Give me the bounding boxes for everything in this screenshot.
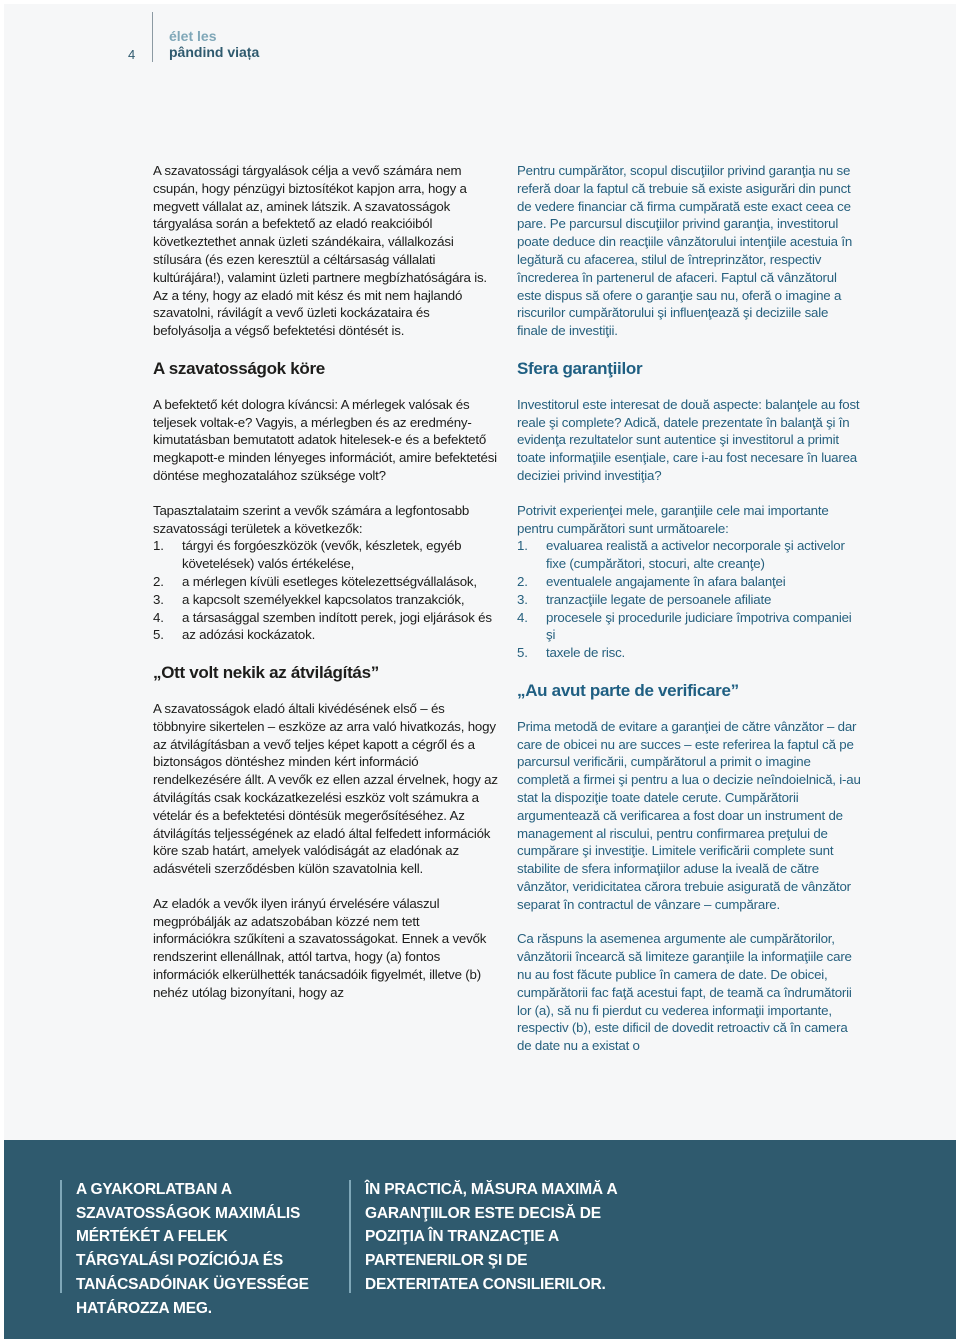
quote-bar-ro xyxy=(349,1180,351,1293)
list-item: 4. a társasággal szemben indított perek, jogi eljárások és xyxy=(153,609,492,625)
header-title-line2: pândind viața xyxy=(169,44,260,60)
ro-paragraph-4: Prima metodă de evitare a garanţiei de către vânzător – dar care de obicei nu are succes – este referirea la faptul că pe parcursul verificării, cumpărătorul a primit o imagine completă a firmei şi pentru a lua o decizie neîndoielnică, i-au stat la dispoziţie toate datele cerute. Cumpărătorii argumentează că verificarea a fost doar un instrument de management al riscului, pentru confirmarea preţului de cumpărare şi investiţie. Limitele verificării complete sunt stabilite de sfera informaţiilor aduse la iveală de către vânzător, veridicitatea cărora trebuie asigurată de vânzător separat în contractul de vânzare – cumpărare. xyxy=(517,718,861,912)
footer-band xyxy=(4,1140,956,1339)
list-item: 3. a kapcsolt személyekkel kapcsolatos tranzakciók, xyxy=(153,591,465,607)
list-item: 2. eventualele angajamente în afara balanţei xyxy=(517,573,786,589)
ro-heading-audit: „Au avut parte de verificare” xyxy=(517,680,739,700)
hu-paragraph-3: Tapasztalataim szerint a vevők számára a legfontosabb szavatossági területek a következők: xyxy=(153,502,470,536)
list-item: 2. a mérlegen kívüli esetleges kötelezettségvállalások, xyxy=(153,573,477,589)
hu-paragraph-2: A befektető két dologra kíváncsi: A mérlegek valósak és teljesek voltak-e? Vagyis, a mérlegben és az eredmény-kimutatásban bemutatott adatok hitelesek-e és a befektető megkapott-e minden lényeges információt, amire befektetési döntése meghozatalához szüksége volt? xyxy=(153,396,497,483)
list-item: 5. az adózási kockázatok. xyxy=(153,627,316,643)
page xyxy=(4,4,956,1339)
hu-paragraph-5: Az eladók a vevők ilyen irányú érvelésére válaszul megpróbálják az adatszobában közzé nem tett információkra szűkíteni a szavatosságokat. Ennek a vevők rendszerint ellenállnak, attól tartva, hogy (a) fontos információk elkerülhették tanácsadóik figyelmét, illetve (b) nehéz utólag bizonyítani, hogy az xyxy=(153,895,487,1000)
list-item: 1. evaluarea realistă a activelor necorporale şi activelor fixe (cumpărători, stocuri, alte creanţe) xyxy=(517,538,845,572)
romanian-column xyxy=(517,162,862,1072)
ro-paragraph-3: Potrivit experienţei mele, garanţiile cele mai importante pentru cumpărători sunt următoarele: xyxy=(517,502,829,536)
hungarian-column xyxy=(153,162,498,1019)
hu-intro-paragraph: A szavatossági tárgyalások célja a vevő számára nem csupán, hogy pénzügyi biztosítékot kapjon arra, hogy a megvett vállalat az, aminek látszik. A szavatosságok tárgyalása során a befektető az eladó reakcióiból következtethet annak üzleti szándékaira, vállalkozási stílusára (és ezen keresztül a céltársaság vállalati kultúrájára!), valamint üzleti partnere megbízhatóságára is. Az a tény, hogy az eladó mit kész és mit nem hajlandó szavatolni, rávilágít a vevő üzleti kockázataira és befolyásolja a végső befektetési döntését is. xyxy=(153,163,487,339)
pull-quote-hu: A GYAKORLATBAN A SZAVATOSSÁGOK MAXIMÁLIS MÉRTÉKÉT A FELEK TÁRGYALÁSI POZÍCIÓJA ÉS TANÁCSADÓINAK ÜGYESSÉGE HATÁROZZA MEG. xyxy=(76,1181,309,1317)
ro-intro-paragraph: Pentru cumpărător, scopul discuţiilor privind garanţia nu se referă doar la faptul că trebuie să existe asigurări din punct de vedere financiar că firma cumpărată este exact ceea ce pare. Pe parcursul discuţiilor privind garanţia, investitorul poate deduce din reacţiile vânzătorului intenţiile acestuia în legătură cu afacerea, stilul de întreprinzător, respectiv încrederea în partenerul de afaceri. Faptul că vânzătorul este dispus să ofere o garanţie sau nu, oferă o imagine a riscurilor cumpărătorului şi influenţează şi deciziile sale finale de investiţii. xyxy=(517,163,853,339)
hu-heading-scope: A szavatosságok köre xyxy=(153,358,325,378)
page-number: 4 xyxy=(128,47,136,62)
list-item: 4. procesele şi procedurile judiciare împotriva companiei şi xyxy=(517,609,852,643)
hu-list xyxy=(153,537,498,644)
list-item: 5. taxele de risc. xyxy=(517,645,626,661)
ro-heading-scope: Sfera garanţiilor xyxy=(517,358,643,378)
pull-quote-ro: ÎN PRACTICĂ, MĂSURA MAXIMĂ A GARANŢIILOR ESTE DECISĂ DE POZIŢIA ÎN TRANZACŢIE A PARTENERILOR ŞI DE DEXTERITATEA CONSILIERILOR. xyxy=(365,1181,617,1293)
list-item: 1. tárgyi és forgóeszközök (vevők, készletek, egyéb követelések) valós értékelése, xyxy=(153,538,462,572)
quote-bar-hu xyxy=(60,1180,62,1293)
list-item: 3. tranzacţiile legate de persoanele afiliate xyxy=(517,591,772,607)
header-divider xyxy=(152,12,153,62)
ro-paragraph-5: Ca răspuns la asemenea argumente ale cumpărătorilor, vânzătorii încearcă să limiteze garanţiile la informaţiile care nu au fost făcute publice în camera de date. De obicei, cumpărătorii fac faţă acestui fapt, de teamă ca îndrumătorii lor (a), să nu fi pierdut cu vederea informaţii importante, respectiv (b), este dificil de dovedit retroactiv că în camera de date nu a existat o xyxy=(517,931,852,1054)
hu-heading-audit: „Ott volt nekik az átvilágítás” xyxy=(153,663,379,683)
ro-list xyxy=(517,537,862,662)
hu-paragraph-4: A szavatosságok eladó általi kivédésének első – és többnyire sikertelen – eszköze az arra való hivatkozás, hogy az átvilágításban a vevő teljes képet kapott a cégről és a biztonságos döntéshez minden kért információ rendelkezésére állt. A vevők ez ellen azzal érvelnek, hogy az átvilágítás csak kockázatkezelési eszköz volt számukra a vételár és a befektetési döntésük megerősítéséhez. Az átvilágítás teljességének az eladó által felfedett információk köre szab határt, amelyek valódiságát az eladónak az adásvételi szerződésben külön szavatolnia kell. xyxy=(153,700,498,877)
header-title-line1: élet les xyxy=(169,28,217,44)
ro-paragraph-2: Investitorul este interesat de două aspecte: balanţele au fost reale şi complete? Adică, datele prezentate în balanţă şi în evidenţa rezultatelor sunt autentice şi investitorul a primit toate informaţiile esenţiale, care i-au fost necesare în luarea deciziei privind investiţia? xyxy=(517,396,860,483)
